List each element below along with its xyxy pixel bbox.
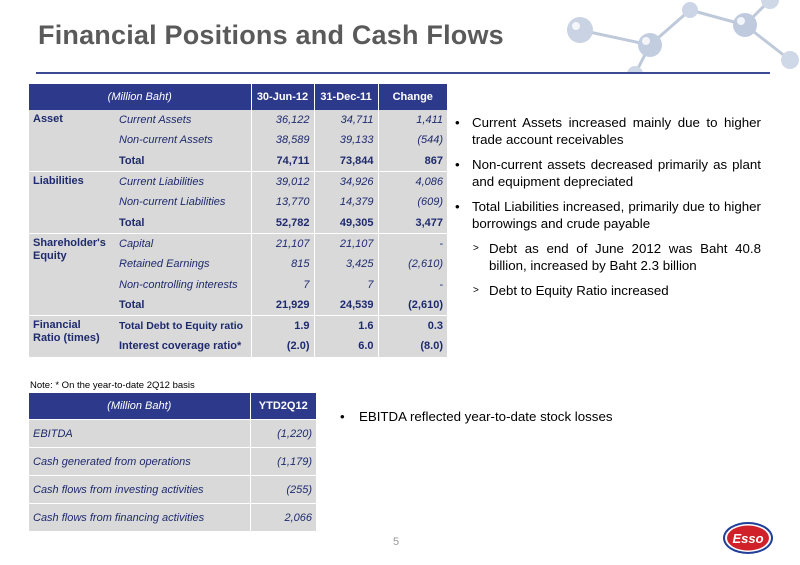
bullet-text: Total Liabilities increased, primarily due to higher borrowings and crude payable: [472, 199, 761, 231]
cell-value: 39,133: [314, 130, 378, 150]
bullet-icon: •: [455, 115, 460, 130]
table-row: [29, 233, 447, 254]
cell-value: 21,107: [251, 233, 314, 254]
row-label: Cash flows from investing activities: [29, 476, 250, 504]
cell-value: 21,929: [251, 295, 314, 316]
row-label: Retained Earnings: [115, 254, 251, 274]
cell-value: -: [378, 274, 447, 294]
category-shareholders-equity: Shareholder's Equity: [29, 233, 115, 315]
page-number: 5: [393, 536, 400, 548]
header-30-jun-12: 30-Jun-12: [251, 84, 314, 110]
row-label: Total Debt to Equity ratio: [115, 315, 251, 336]
row-label-total: Total: [115, 295, 251, 316]
bullet-item: [453, 114, 761, 148]
cell-value: 3,425: [314, 254, 378, 274]
table-row: [29, 476, 316, 504]
footnote: Note: * On the year-to-date 2Q12 basis: [30, 380, 195, 391]
cell-value: 6.0: [314, 336, 378, 356]
cell-value: 2,066: [250, 504, 316, 532]
row-label: Non-controlling interests: [115, 274, 251, 294]
table-header-row: [29, 84, 447, 110]
sub-bullet-item: [453, 240, 761, 274]
arrow-bullet-icon: >: [473, 285, 479, 296]
cell-value: 73,844: [314, 151, 378, 172]
category-financial-ratio: Financial Ratio (times): [29, 315, 115, 356]
bullet-text: Debt as end of June 2012 was Baht 40.8 billion, increased by Baht 2.3 billion: [489, 241, 761, 273]
row-label-total: Total: [115, 151, 251, 172]
cell-value: 34,711: [314, 110, 378, 130]
bullet-icon: •: [455, 157, 460, 172]
row-label: Non-current Assets: [115, 130, 251, 150]
table-row: [29, 171, 447, 192]
category-liabilities: Liabilities: [29, 171, 115, 233]
cell-value: 39,012: [251, 171, 314, 192]
cash-flows-table: [29, 393, 316, 531]
cell-value: 867: [378, 151, 447, 172]
molecule-image: [540, 0, 800, 74]
header-ytd2q12: YTD2Q12: [250, 393, 316, 420]
row-label: Capital: [115, 233, 251, 254]
ebitda-bullet: [340, 409, 660, 424]
bullet-item: [453, 156, 761, 190]
esso-logo: [722, 521, 774, 555]
cell-value: 7: [314, 274, 378, 294]
row-label: Cash generated from operations: [29, 448, 250, 476]
cell-value: 34,926: [314, 171, 378, 192]
cell-value: 74,711: [251, 151, 314, 172]
cell-value: 1.6: [314, 315, 378, 336]
bullet-text: EBITDA reflected year-to-date stock losses: [359, 409, 613, 424]
cell-value: 815: [251, 254, 314, 274]
header-unit: (Million Baht): [29, 393, 250, 420]
bullet-text: Debt to Equity Ratio increased: [489, 283, 669, 298]
cell-value: 38,589: [251, 130, 314, 150]
table-row: [29, 448, 316, 476]
row-label: Cash flows from financing activities: [29, 504, 250, 532]
cell-value: 49,305: [314, 212, 378, 233]
cell-value: (2.0): [251, 336, 314, 356]
cell-value: (2,610): [378, 254, 447, 274]
cell-value: 13,770: [251, 192, 314, 212]
cell-value: (8.0): [378, 336, 447, 356]
sub-bullet-item: [453, 282, 761, 299]
cell-value: -: [378, 233, 447, 254]
cell-value: (609): [378, 192, 447, 212]
bullet-icon: •: [455, 199, 460, 214]
row-label-total: Total: [115, 212, 251, 233]
row-label: Interest coverage ratio*: [115, 336, 251, 356]
cell-value: 3,477: [378, 212, 447, 233]
table-row: [29, 110, 447, 130]
header-31-dec-11: 31-Dec-11: [314, 84, 378, 110]
header-change: Change: [378, 84, 447, 110]
bullet-text: Current Assets increased mainly due to higher trade account receivables: [472, 115, 761, 147]
cell-value: (2,610): [378, 295, 447, 316]
cell-value: 14,379: [314, 192, 378, 212]
row-label: EBITDA: [29, 420, 250, 448]
bullet-item: [453, 198, 761, 232]
cell-value: 24,539: [314, 295, 378, 316]
table-header-row: [29, 393, 316, 420]
row-label: Non-current Liabilities: [115, 192, 251, 212]
cell-value: 1,411: [378, 110, 447, 130]
bullet-icon: •: [340, 409, 345, 424]
cell-value: 1.9: [251, 315, 314, 336]
financial-positions-table: [29, 84, 447, 357]
row-label: Current Liabilities: [115, 171, 251, 192]
cell-value: (255): [250, 476, 316, 504]
arrow-bullet-icon: >: [473, 243, 479, 254]
table-row: [29, 420, 316, 448]
category-asset: Asset: [29, 110, 115, 171]
bullet-text: Non-current assets decreased primarily as plant and equipment depreciated: [472, 157, 761, 189]
table-row: [29, 315, 447, 336]
cell-value: (1,179): [250, 448, 316, 476]
cell-value: 36,122: [251, 110, 314, 130]
title-divider: [36, 72, 770, 74]
svg-text:Esso: Esso: [732, 531, 764, 546]
cell-value: (544): [378, 130, 447, 150]
page-title: Financial Positions and Cash Flows: [38, 20, 504, 50]
cell-value: 4,086: [378, 171, 447, 192]
cell-value: 52,782: [251, 212, 314, 233]
cell-value: 7: [251, 274, 314, 294]
header-unit: (Million Baht): [29, 84, 251, 110]
cell-value: 0.3: [378, 315, 447, 336]
table-row: [29, 504, 316, 532]
cell-value: (1,220): [250, 420, 316, 448]
cell-value: 21,107: [314, 233, 378, 254]
commentary-bullets: [453, 114, 761, 307]
row-label: Current Assets: [115, 110, 251, 130]
